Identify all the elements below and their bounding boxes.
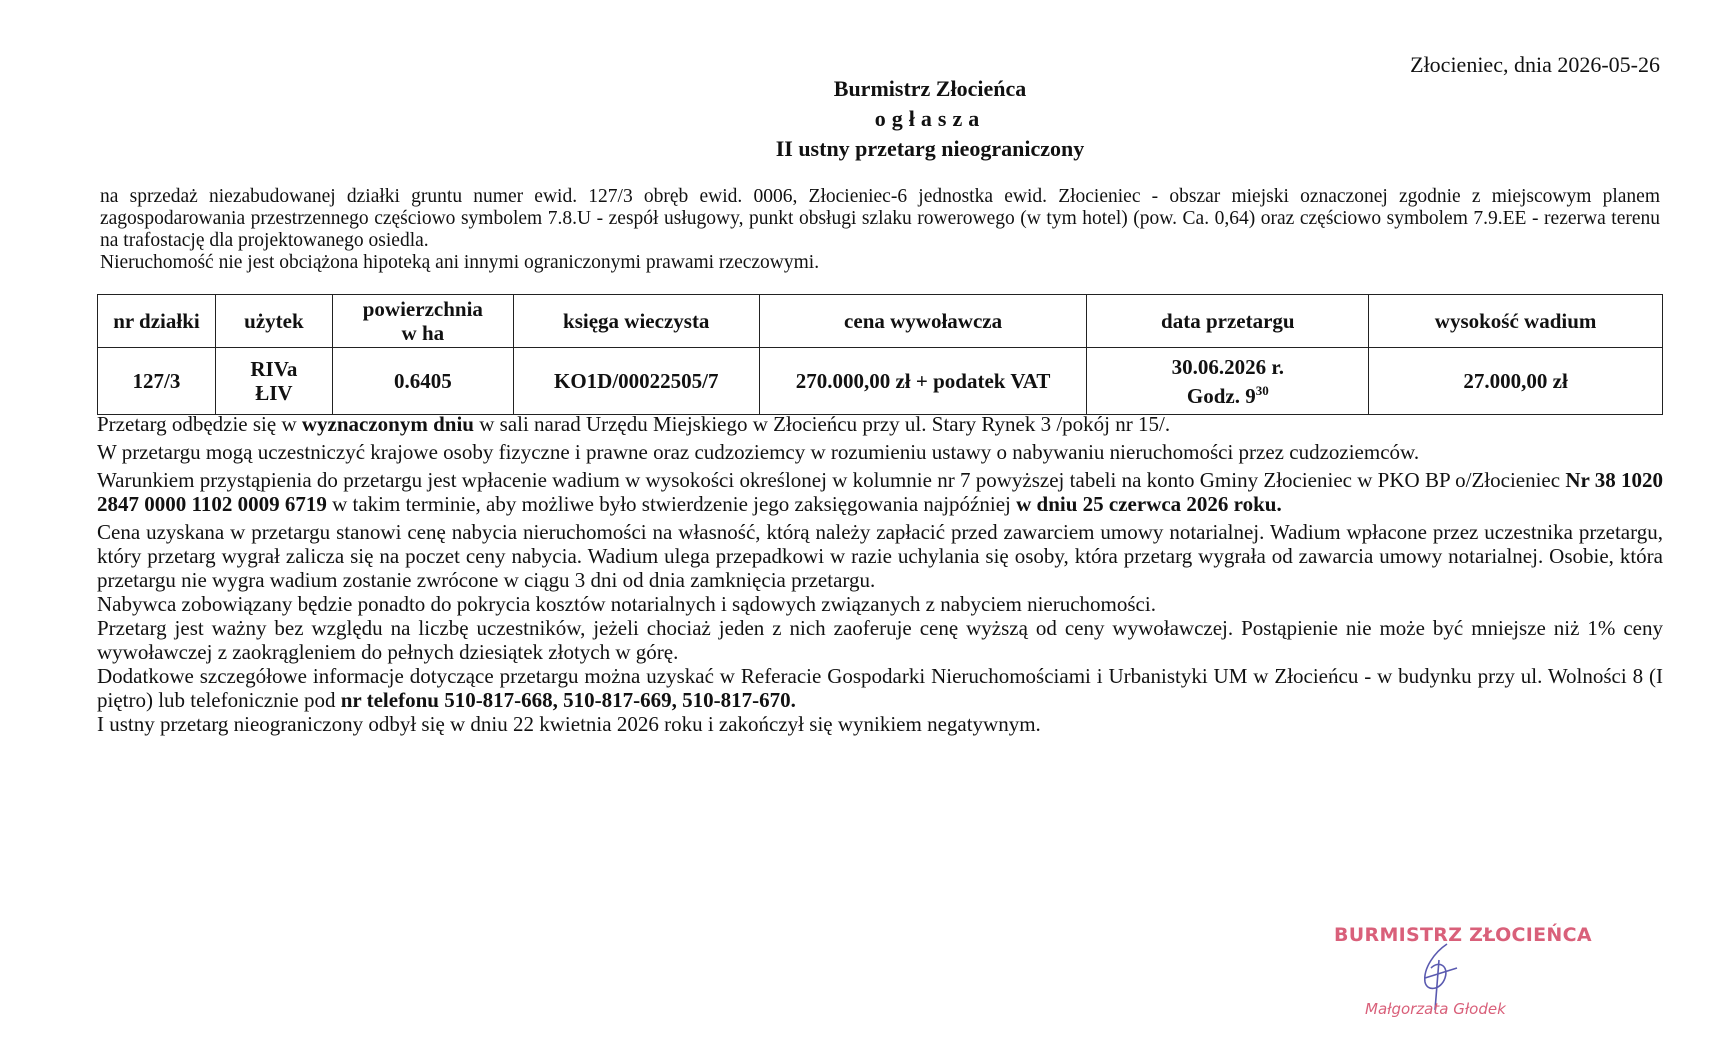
cell-plot: 127/3 — [98, 348, 216, 415]
price-paragraph: Cena uzyskana w przetargu stanowi cenę nabycia nieruchomości na własność, którą należy zapłacić przed zawarciem umowy notarialnej. Wadium wpłacone przez uczestnika przetargu, który przetarg wygrał zalicza się na poczet ceny nabycia. Wadium ulega przepadkowi w razie uchylania się osoby, która przetarg wygrała od zawarcia umowy notarialnej. Osobie, która przetargu nie wygra wadium zostanie zwrócone w ciągu 3 dni od dnia zamknięcia przetargu. — [97, 520, 1663, 592]
stamp-name: Małgorzata Głodek — [1365, 1000, 1506, 1018]
document-title: II ustny przetarg nieograniczony — [775, 136, 1085, 161]
encumbrance-note: Nieruchomość nie jest obciążona hipoteką ani innymi ograniczonymi prawami rzeczowymi. — [100, 252, 820, 273]
contact-text: Dodatkowe szczegółowe informacje dotyczące przetargu można uzyskać w Referacie Gospodarki Nieruchomościami i Urbanistyki UM w Złocieńcu - w budynku przy ul. Wolności 8 (I piętro) lub telefonicznie pod — [97, 664, 1663, 712]
cell-deposit: 27.000,00 zł — [1369, 348, 1663, 415]
header-use: użytek — [215, 295, 332, 348]
cell-land-register: KO1D/00022505/7 — [513, 348, 759, 415]
previous-tender-note: I ustny przetarg nieograniczony odbył się w dniu 22 kwietnia 2026 roku i zakończył się wynikiem negatywnym. — [97, 712, 1041, 736]
eligibility-paragraph: W przetargu mogą uczestniczyć krajowe osoby fizyczne i prawne oraz cudzoziemcy w rozumieniu ustawy o nabywaniu nieruchomości przez cudzoziemców. — [97, 440, 1420, 464]
table-header-row — [98, 295, 1663, 348]
cell-use-line1: RIVa — [250, 357, 298, 381]
property-table — [97, 294, 1663, 415]
announces-label: ogłasza — [874, 106, 986, 131]
issuing-authority: Burmistrz Złocieńca — [833, 76, 1027, 101]
cell-price: 270.000,00 zł + podatek VAT — [759, 348, 1087, 415]
cell-use-line2: ŁIV — [255, 381, 293, 405]
cell-use — [215, 348, 332, 415]
deposit-text: Warunkiem przystąpienia do przetargu jest wpłacenie wadium w wysokości określonej w kolumnie nr 7 powyższej tabeli na konto Gminy Złocieniec w PKO BP o/Złocieniec — [97, 468, 1566, 492]
deposit-paragraph — [97, 468, 1663, 516]
header-deposit: wysokość wadium — [1369, 295, 1663, 348]
header-area-line1: powierzchnia — [362, 297, 483, 321]
cell-date — [1087, 348, 1369, 415]
cell-time: Godz. 9 — [1186, 383, 1256, 408]
deposit-text-rest: w takim terminie, aby możliwe było stwierdzenie jego zaksięgowania najpóźniej — [326, 492, 1017, 516]
header-date: data przetargu — [1087, 295, 1369, 348]
venue-emphasis: wyznaczonym dniu — [301, 412, 474, 436]
cell-area: 0.6405 — [332, 348, 513, 415]
stamp-title: BURMISTRZ ZŁOCIEŃCA — [1334, 924, 1592, 946]
document-date: Złocieniec, dnia 2026-05-26 — [1410, 52, 1660, 77]
header-land-register: księga wieczysta — [513, 295, 759, 348]
bank-account-number: Nr 38 1020 2847 0000 1102 0009 6719 — [97, 468, 1663, 516]
deposit-deadline: w dniu 25 czerwca 2026 roku. — [1016, 492, 1282, 516]
costs-paragraph: Nabywca zobowiązany będzie ponadto do pokrycia kosztów notarialnych i sądowych związanych z nabyciem nieruchomości. — [97, 592, 1156, 616]
venue-text-rest: w sali narad Urzędu Miejskiego w Złocieńcu przy ul. Stary Rynek 3 /pokój nr 15/. — [473, 412, 1171, 436]
header-price: cena wywoławcza — [759, 295, 1087, 348]
venue-paragraph — [97, 412, 1663, 436]
contact-paragraph — [97, 664, 1663, 712]
header-plot: nr działki — [98, 295, 216, 348]
intro-paragraph: na sprzedaż niezabudowanej działki gruntu numer ewid. 127/3 obręb ewid. 0006, Złocieniec-6 jednostka ewid. Złocieniec - obszar miejski oznaczonej zgodnie z miejscowym planem zagospodarowania przestrzennego częściowo symbolem 7.8.U - zespół usługowy, punkt obsługi szlaku rowerowego (w tym hotel) (pow. Ca. 0,64) oraz częściowo symbolem 7.9.EE - rezerwa terenu na trafostację dla projektowanego osiedla. — [100, 186, 1660, 251]
cell-time-minutes: 30 — [1255, 382, 1269, 398]
announcement-body — [97, 412, 1663, 736]
phone-numbers: nr telefonu 510-817-668, 510-817-669, 510-817-670. — [340, 688, 796, 712]
table-row — [98, 348, 1663, 415]
cell-date-line1: 30.06.2026 r. — [1171, 354, 1285, 379]
intro-section — [100, 186, 1660, 274]
validity-paragraph: Przetarg jest ważny bez względu na liczbę uczestników, jeżeli chociaż jeden z nich zaoferuje cenę wyższą od ceny wywoławczej. Postąpienie nie może być mniejsze niż 1% ceny wywoławczej z zaokrągleniem do pełnych dziesiątek złotych w górę. — [97, 616, 1663, 664]
header-area — [332, 295, 513, 348]
venue-text: Przetarg odbędzie się w — [97, 412, 302, 436]
header-area-line2: w ha — [401, 321, 445, 345]
